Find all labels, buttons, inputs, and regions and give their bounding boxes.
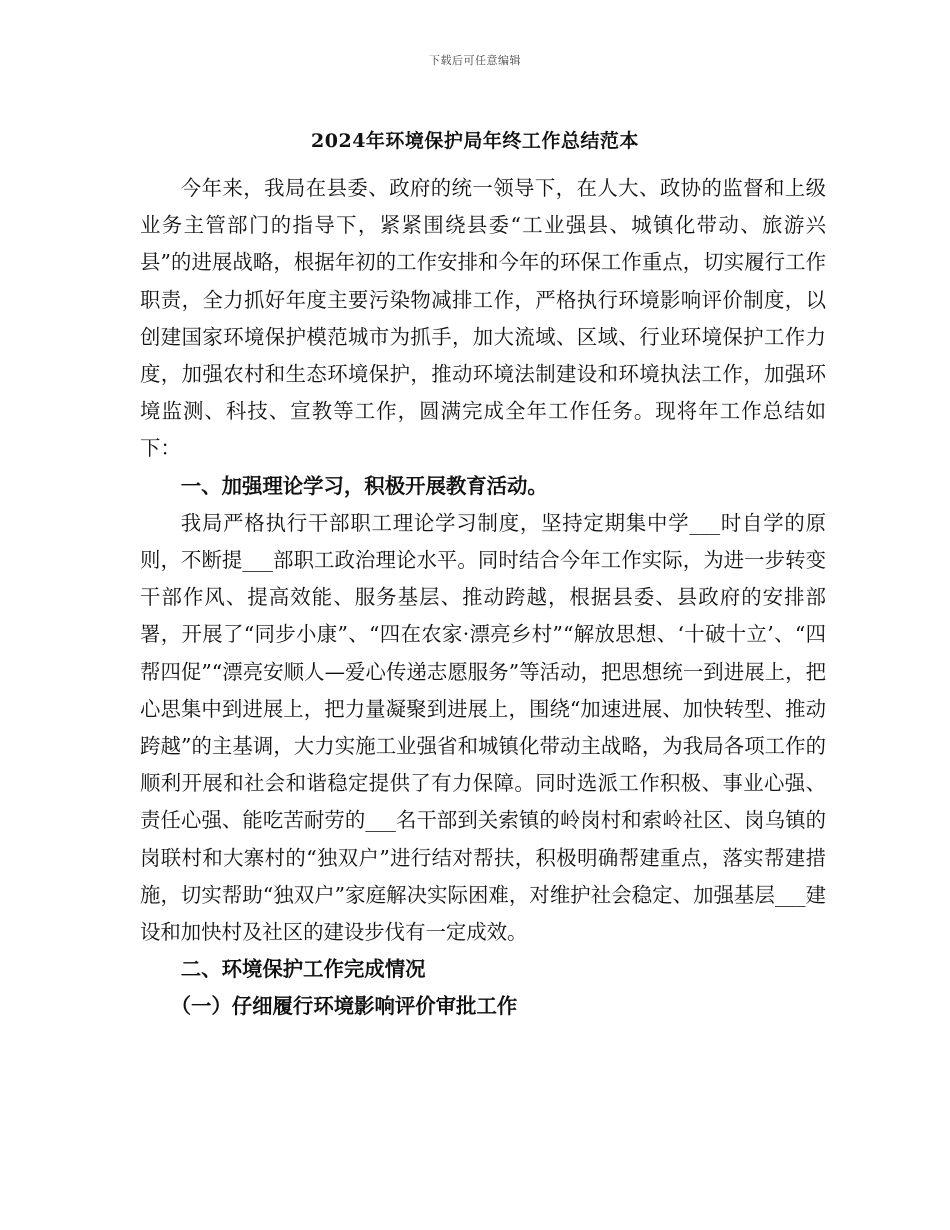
- section-heading-2: 二、环境保护工作完成情况: [180, 957, 426, 982]
- document-body: [140, 170, 826, 1026]
- subsection-heading-1: （一）仔细履行环境影响评价审批工作: [170, 994, 518, 1019]
- header-note: 下载后可任意编辑: [429, 54, 521, 67]
- document-title: 2024年环境保护局年终工作总结范本: [311, 130, 639, 152]
- section-heading-1: 一、加强理论学习，积极开展教育活动。: [180, 473, 548, 498]
- section-1-paragraph: 我局严格执行干部职工理论学习制度，坚持定期集中学___时自学的原则，不断提___部职工政治理论水平。同时结合今年工作实际，为进一步转变干部作风、提高效能、服务基层、推动跨越，根据县委、县政府的安排部署，开展了“同步小康”、“四在农家·漂亮乡村”“解放思想、‘十破十立’、“四帮四促”“漂亮安顺人—爱心传递志愿服务”等活动，把思想统一到进展上，把心思集中到进展上，把力量凝聚到进展上，围绕“加速进展、加快转型、推动跨越”的主基调，大力实施工业强省和城镇化带动主战略，为我局各项工作的顺利开展和社会和谐稳定提供了有力保障。同时选派工作积极、事业心强、责任心强、能吃苦耐劳的___名干部到关索镇的岭岗村和索岭社区、岗乌镇的岗联村和大寨村的“独双户”进行结对帮扶，积极明确帮建重点，落实帮建措施，切实帮助“独双户”家庭解决实际困难，对维护社会稳定、加强基层___建设和加快村及社区的建设步伐有一定成效。: [140, 510, 826, 945]
- intro-paragraph: 今年来，我局在县委、政府的统一领导下，在人大、政协的监督和上级业务主管部门的指导下，紧紧围绕县委“工业强县、城镇化带动、旅游兴县”的进展战略，根据年初的工作安排和今年的环保工作重点，切实履行工作职责，全力抓好年度主要污染物减排工作，严格执行环境影响评价制度，以创建国家环境保护模范城市为抓手，加大流域、区域、行业环境保护工作力度，加强农村和生态环境保护，推动环境法制建设和环境执法工作，加强环境监测、科技、宣教等工作，圆满完成全年工作任务。现将年工作总结如下：: [140, 176, 826, 461]
